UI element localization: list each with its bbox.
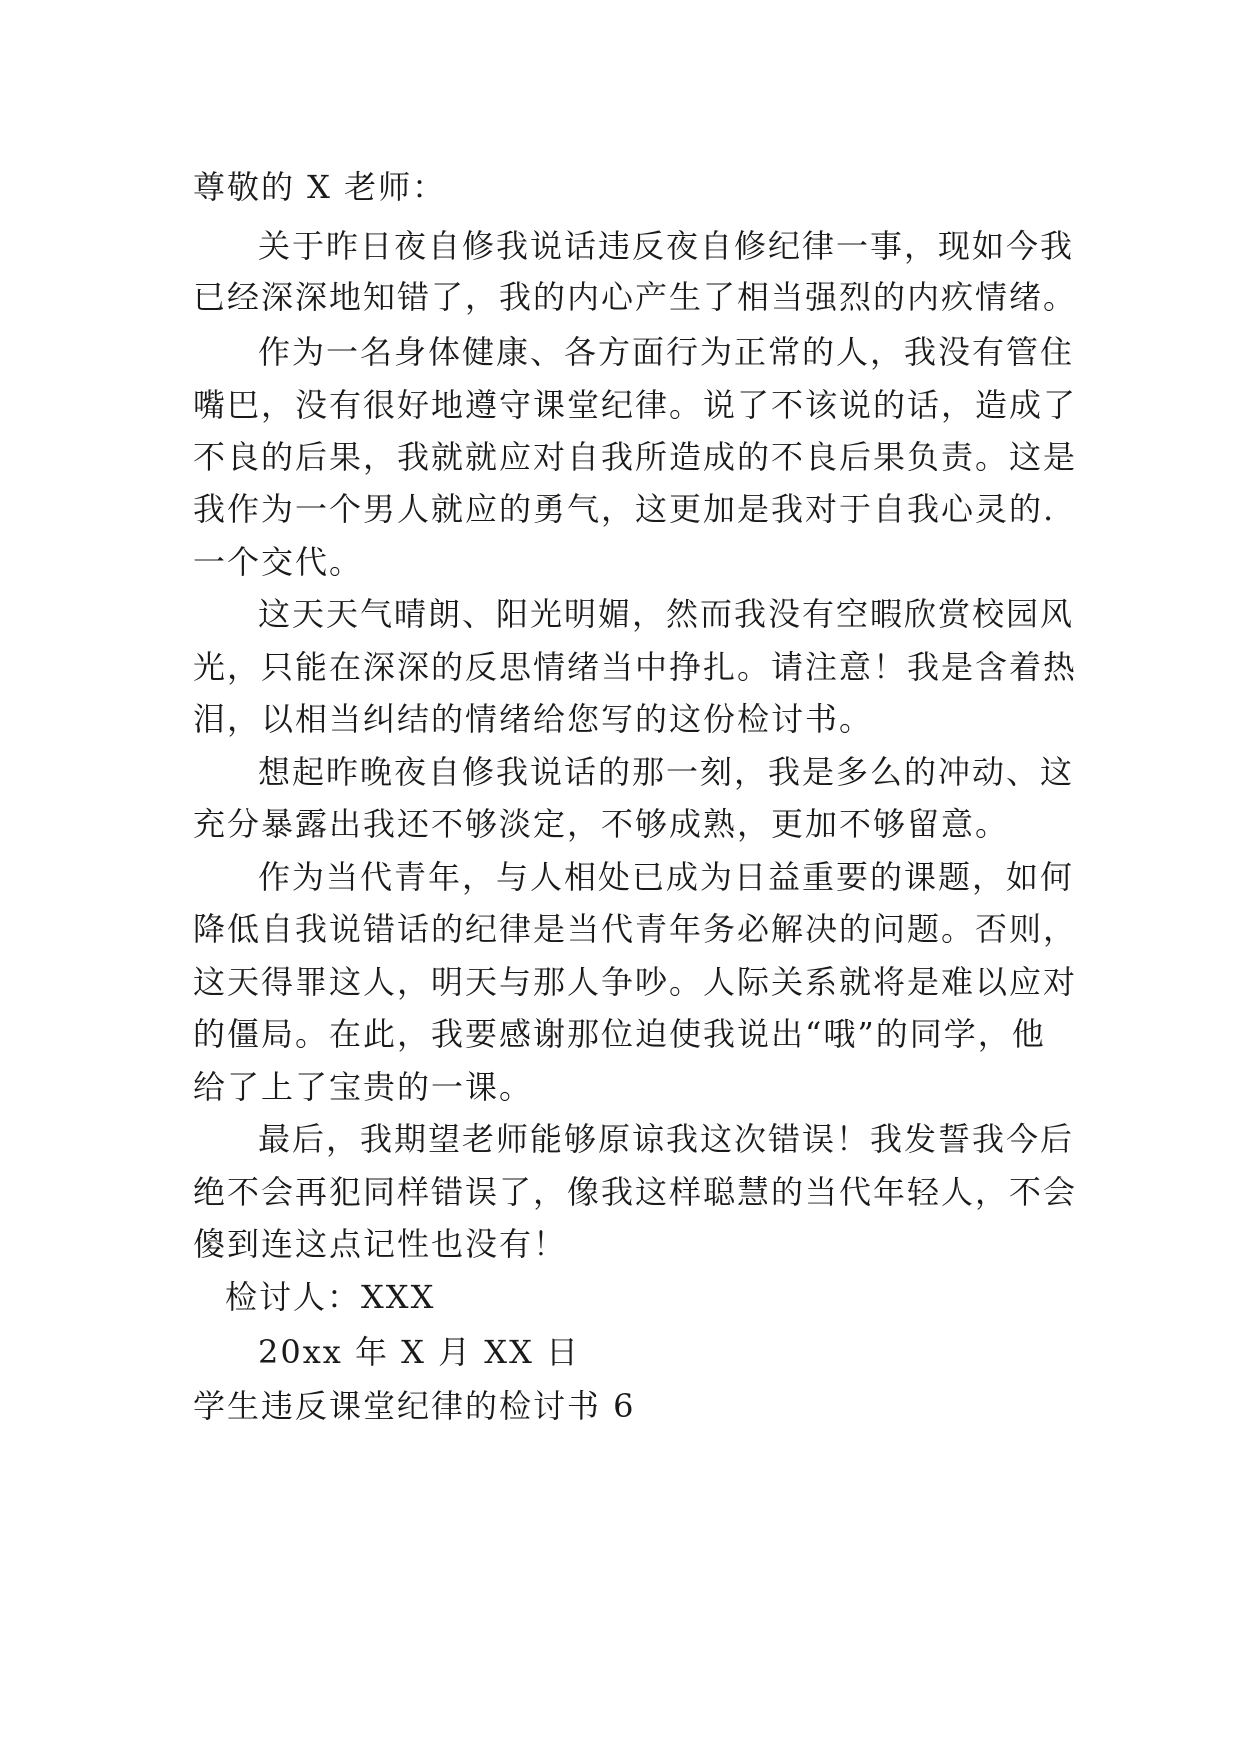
text-line: 作为一名身体健康、各方面行为正常的人，我没有管住 [258,333,1075,371]
text-line: 这天得罪这人，明天与那人争吵。人际关系就将是难以应对 [193,963,1078,1001]
text-line: 最后，我期望老师能够原谅我这次错误！我发誓我今后 [258,1120,1075,1158]
text-line: 这天天气晴朗、阳光明媚，然而我没有空暇欣赏校园风 [258,595,1075,633]
greeting: 尊敬的 X 老师： [193,168,447,206]
text-line: 绝不会再犯同样错误了，像我这样聪慧的当代年轻人，不会 [193,1173,1078,1211]
signature: 检讨人：XXX [225,1278,436,1316]
text-line: 光，只能在深深的反思情绪当中挣扎。请注意！我是含着热 [193,648,1078,686]
text-line: 关于昨日夜自修我说话违反夜自修纪律一事，现如今我 [258,227,1075,265]
text-line: 的僵局。在此，我要感谢那位迫使我说出“哦”的同学，他 [193,1015,1046,1053]
text-line: 一个交代。 [193,543,364,581]
text-line: 给了上了宝贵的一课。 [193,1068,534,1106]
text-line: 我作为一个男人就应的勇气，这更加是我对于自我心灵的. [193,490,1056,528]
date: 20xx 年 X 月 XX 日 [258,1333,581,1371]
text-line: 泪，以相当纠结的情绪给您写的这份检讨书。 [193,700,874,738]
text-line: 作为当代青年，与人相处已成为日益重要的课题，如何 [258,858,1075,896]
text-line: 想起昨晚夜自修我说话的那一刻，我是多么的冲动、这 [258,753,1075,791]
text-line: 傻到连这点记性也没有！ [193,1225,568,1263]
text-line: 降低自我说错话的纪律是当代青年务必解决的问题。否则， [193,910,1078,948]
next-section-title: 学生违反课堂纪律的检讨书 6 [193,1387,636,1425]
text-line: 嘴巴，没有很好地遵守课堂纪律。说了不该说的话，造成了 [193,386,1078,424]
text-line: 充分暴露出我还不够淡定，不够成熟，更加不够留意。 [193,805,1010,843]
text-line: 不良的后果，我就就应对自我所造成的不良后果负责。这是 [193,438,1078,476]
text-line: 已经深深地知错了，我的内心产生了相当强烈的内疚情绪。 [193,278,1078,316]
